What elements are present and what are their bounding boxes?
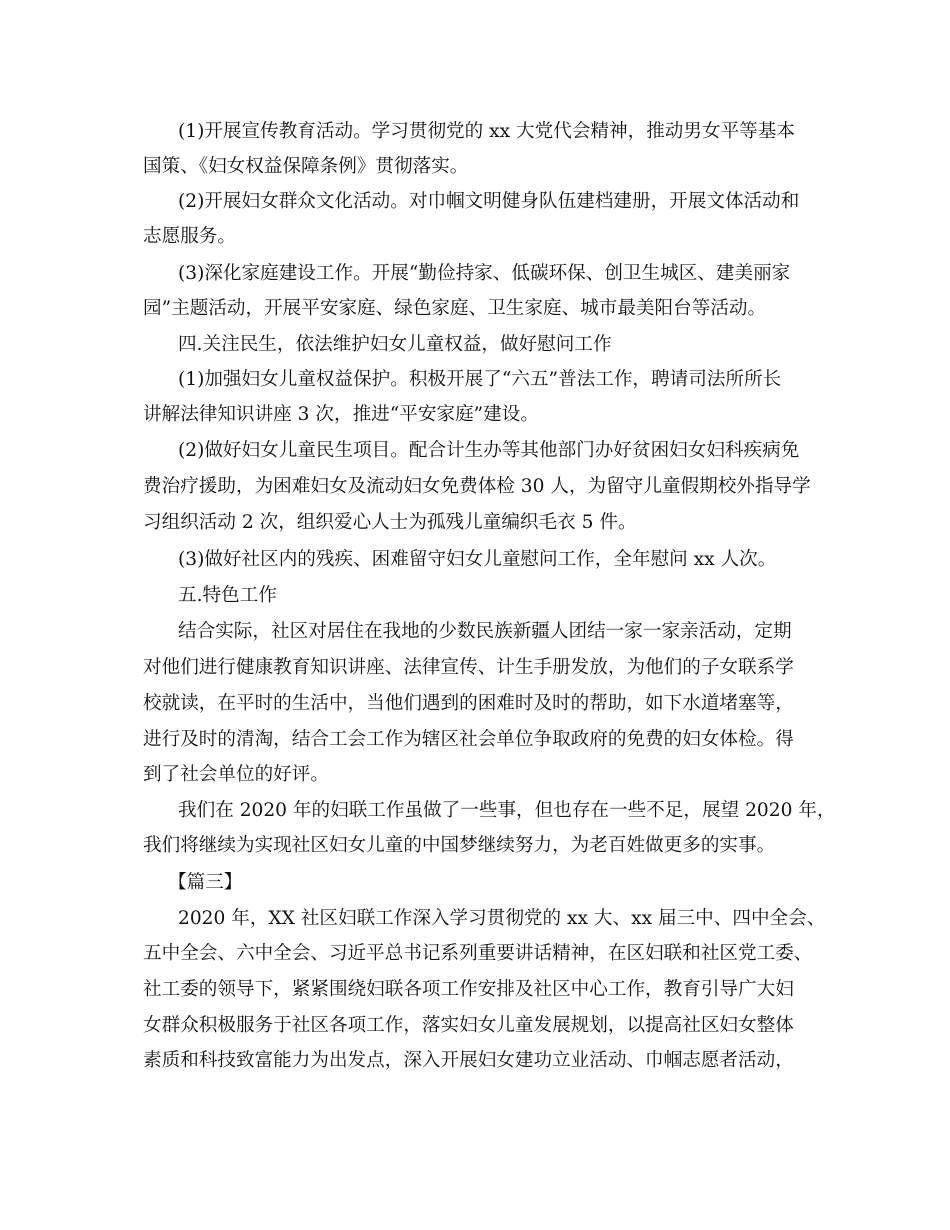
text-line: (3)做好社区内的残疾、困难留守妇女儿童慰问工作，全年慰问 xx 人次。	[178, 549, 777, 570]
text-line: 社工委的领导下，紧紧围绕妇联各项工作安排及社区中心工作，教育引导广大妇	[143, 979, 794, 1000]
text-line: 到了社会单位的好评。	[143, 764, 329, 785]
section-heading: 五.特色工作	[178, 585, 277, 606]
text-line: (2)做好妇女儿童民生项目。配合计生办等其他部门办好贫困妇女妇科疾病免	[178, 440, 800, 461]
text-line: 我们将继续为实现社区妇女儿童的中国梦继续努力，为老百姓做更多的实事。	[143, 835, 776, 856]
text-line: 五中全会、六中全会、习近平总书记系列重要讲话精神，在区妇联和社区党工委、	[143, 943, 813, 964]
section-heading: 【篇三】	[168, 872, 243, 893]
text-line: 讲解法律知识讲座 3 次，推进“平安家庭”建设。	[143, 404, 539, 425]
text-line: 习组织活动 2 次，组织爱心人士为孤残儿童编织毛衣 5 件。	[143, 512, 637, 533]
text-line: 园”主题活动，开展平安家庭、绿色家庭、卫生家庭、城市最美阳台等活动。	[143, 298, 767, 319]
text-line: 2020 年，XX 社区妇联工作深入学习贯彻党的 xx 大、xx 届三中、四中全会、	[178, 908, 826, 929]
text-line: (2)开展妇女群众文化活动。对巾帼文明健身队伍建档建册，开展文体活动和	[178, 191, 800, 212]
text-line: 对他们进行健康教育知识讲座、法律宣传、计生手册发放，为他们的子女联系学	[143, 657, 794, 678]
text-line: 素质和科技致富能力为出发点，深入开展妇女建功立业活动、巾帼志愿者活动，	[143, 1050, 794, 1071]
text-line: (3)深化家庭建设工作。开展“勤俭持家、低碳环保、创卫生城区、建美丽家	[178, 263, 791, 284]
text-line: 女群众积极服务于社区各项工作，落实妇女儿童发展规划，以提高社区妇女整体	[143, 1015, 794, 1036]
text-line: 我们在 2020 年的妇联工作虽做了一些事，但也存在一些不足，展望 2020 年，	[178, 800, 836, 821]
text-line: 结合实际，社区对居住在我地的少数民族新疆人团结一家一家亲活动，定期	[178, 621, 792, 642]
text-line: (1)加强妇女儿童权益保护。积极开展了“六五”普法工作，聘请司法所所长	[178, 369, 782, 390]
section-heading: 四.关注民生，依法维护妇女儿童权益，做好慰问工作	[178, 334, 612, 355]
text-line: 费治疗援助，为困难妇女及流动妇女免费体检 30 人，为留守儿童假期校外指导学	[143, 476, 811, 497]
text-line: 国策、《妇女权益保障条例》贯彻落实。	[143, 156, 469, 177]
text-line: 志愿服务。	[143, 226, 236, 247]
text-line: 校就读，在平时的生活中，当他们遇到的困难时及时的帮助，如下水道堵塞等，	[143, 693, 794, 714]
text-line: 进行及时的清淘，结合工会工作为辖区社会单位争取政府的免费的妇女体检。得	[143, 729, 794, 750]
text-line: (1)开展宣传教育活动。学习贯彻党的 xx 大党代会精神，推动男女平等基本	[178, 121, 795, 142]
